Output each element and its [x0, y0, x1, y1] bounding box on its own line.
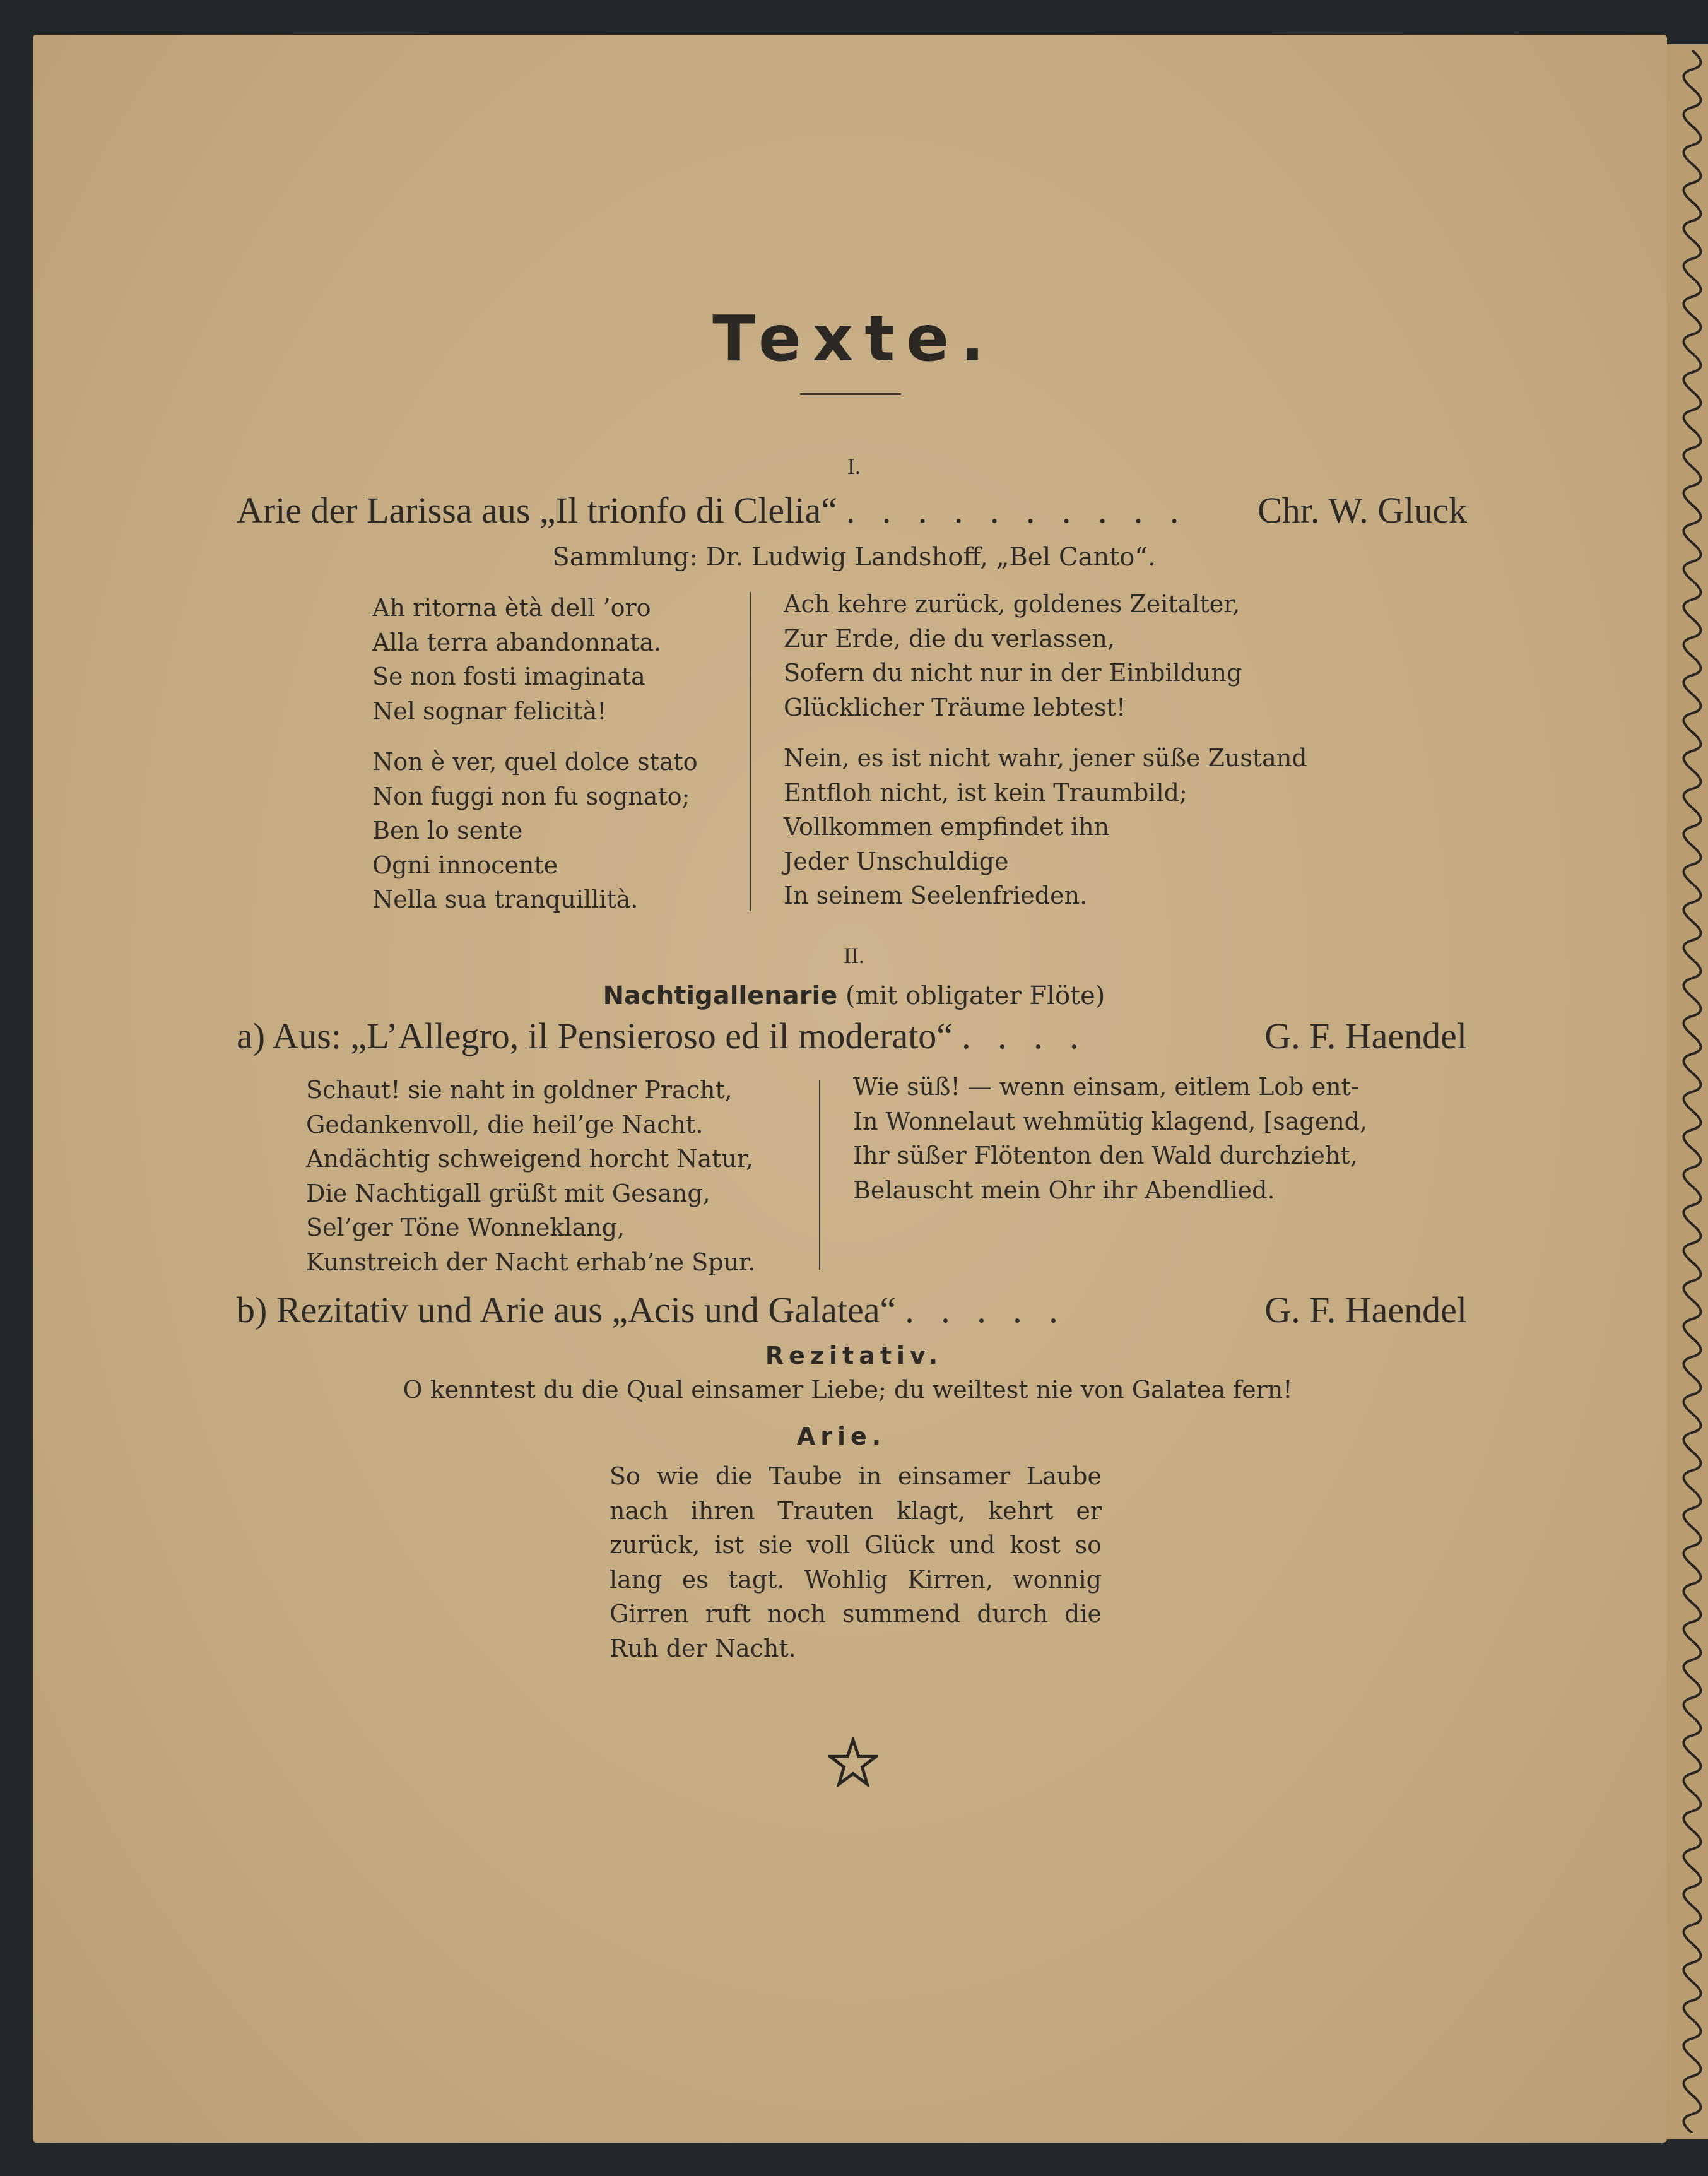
german-stanza-1: [784, 587, 1307, 724]
italian-stanza-2: [372, 745, 698, 917]
recitativ-text: O kenntest du die Qual einsamer Liebe; du weiltest nie von Galatea fern!: [403, 1376, 1293, 1404]
part-a-right-column: [853, 1070, 1367, 1207]
text-line: Andächtig schweigend horcht Natur,: [306, 1145, 753, 1173]
section2-subtitle: [0, 981, 1708, 1010]
part-a-composer: G. F. Haendel: [1264, 1015, 1467, 1056]
text-line: Kunstreich der Nacht erhab’ne Spur.: [306, 1248, 756, 1276]
text-line: Se non fosti imaginata: [372, 663, 645, 690]
section1-source: Sammlung: Dr. Ludwig Landshoff, „Bel Canto“.: [552, 543, 1156, 572]
star-icon: [828, 1737, 878, 1787]
aria-heading: Arie.: [796, 1422, 886, 1450]
german-text-column: [784, 587, 1307, 913]
title-rule: [800, 393, 901, 395]
text-line: In Wonnelaut wehmütig klagend, [sagend,: [853, 1107, 1368, 1135]
text-line: Sel’ger Töne Wonneklang,: [306, 1214, 625, 1241]
nachtigallenarie-title: Nachtigallenarie: [603, 981, 838, 1010]
text-line: Sofern du nicht nur in der Einbildung: [784, 659, 1242, 687]
italian-stanza-1: [372, 591, 698, 728]
text-line: Glücklicher Träume lebtest!: [784, 693, 1126, 721]
section-numeral-1: I.: [847, 454, 861, 479]
subtitle-note: (mit obligater Flöte): [845, 981, 1105, 1010]
part-b-heading: [237, 1289, 1467, 1331]
text-line: In seinem Seelenfrieden.: [784, 882, 1088, 909]
text-line: Wie süß! — wenn einsam, eitlem Lob ent-: [853, 1073, 1359, 1101]
page-title: Texte.: [712, 302, 996, 375]
section1-heading: [237, 489, 1467, 531]
section-numeral-2: II.: [844, 943, 864, 968]
text-line: Alla terra abandonnata.: [372, 628, 662, 656]
text-line: Belauscht mein Ohr ihr Abendlied.: [853, 1176, 1275, 1204]
recitativ-heading: Rezitativ.: [765, 1342, 943, 1369]
part-b-composer: G. F. Haendel: [1264, 1289, 1467, 1330]
text-line: Non è ver, quel dolce stato: [372, 748, 698, 776]
text-line: Gedankenvoll, die heil’ge Nacht.: [306, 1110, 704, 1138]
section1-composer: Chr. W. Gluck: [1257, 490, 1467, 531]
text-line: Jeder Unschuldige: [784, 847, 1009, 875]
text-line: Die Nachtigall grüßt mit Gesang,: [306, 1179, 710, 1207]
leader-dots: . . . . . . . . . .: [845, 490, 1188, 531]
text-line: Nel sognar felicità!: [372, 697, 607, 725]
column-divider: [819, 1080, 820, 1270]
part-a-heading: [237, 1015, 1467, 1057]
text-line: Ach kehre zurück, goldenes Zeitalter,: [784, 590, 1240, 618]
text-line: Nella sua tranquillità.: [372, 885, 639, 913]
column-divider: [750, 592, 751, 911]
text-line: Ben lo sente: [372, 817, 523, 844]
text-line: Entfloh nicht, ist kein Traumbild;: [784, 778, 1187, 807]
text-line: Ah ritorna ètà dell ’oro: [372, 594, 651, 622]
part-a-work-title: a) Aus: „L’Allegro, il Pensieroso ed il moderato“: [237, 1015, 953, 1056]
text-line: Non fuggi non fu sognato;: [372, 782, 690, 810]
text-line: Nein, es ist nicht wahr, jener süße Zustand: [784, 744, 1307, 772]
text-line: Zur Erde, die du verlassen,: [784, 624, 1115, 653]
leader-dots: . . . .: [962, 1015, 1088, 1056]
aria-text: So wie die Taube in einsamer Laube nach ihren Trauten klagt, kehrt er zurück, ist sie voll Glück und kost so lang es tagt. Wohlig Kirren, wonnig Girren ruft noch summend durch die Ruh der Nacht.: [610, 1462, 1102, 1662]
part-b-work-title: b) Rezitativ und Arie aus „Acis und Galatea“: [237, 1289, 897, 1330]
text-line: Schaut! sie naht in goldner Pracht,: [306, 1076, 733, 1104]
section1-work-title: Arie der Larissa aus „Il trionfo di Clelia“: [237, 490, 837, 531]
part-a-left-column: [306, 1073, 755, 1279]
german-stanza-2: [784, 741, 1307, 913]
text-line: Ogni innocente: [372, 851, 558, 879]
italian-text-column: [372, 591, 698, 917]
leader-dots: . . . . .: [905, 1289, 1067, 1330]
text-line: Ihr süßer Flötenton den Wald durchzieht,: [853, 1142, 1358, 1169]
text-line: Vollkommen empfindet ihn: [784, 813, 1110, 841]
